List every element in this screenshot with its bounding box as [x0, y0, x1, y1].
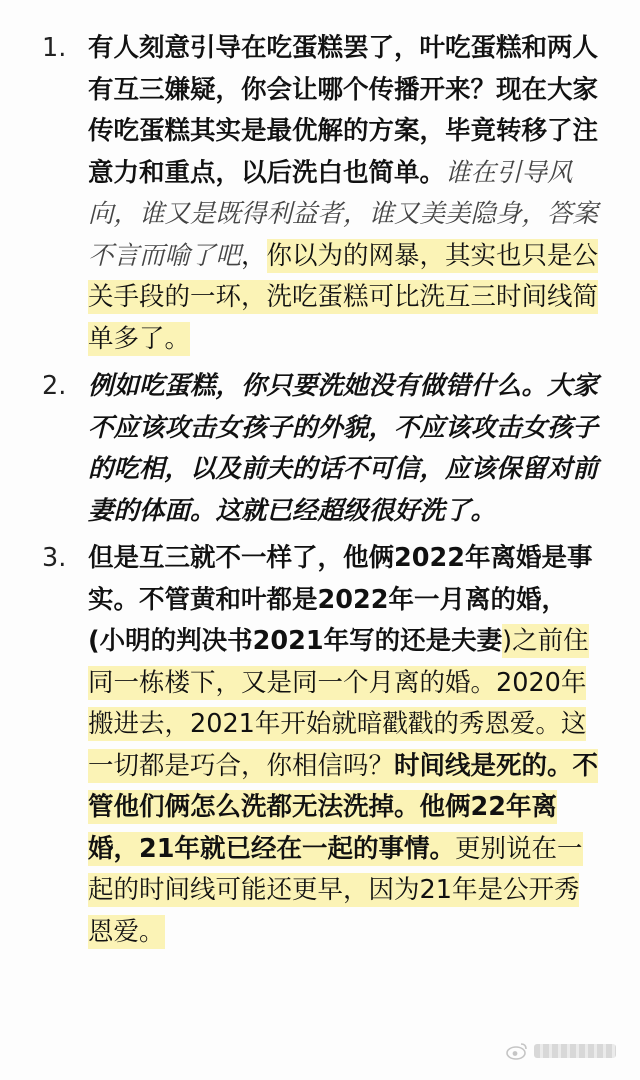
weibo-logo-icon — [506, 1042, 528, 1060]
item-text-highlighted: )之前住同一栋楼下，又是同一个月离的婚。2020年搬进去，2021年开始就暗戳戳的秀恩爱。这一切都是巧合，你相信吗？ — [88, 626, 589, 781]
list-item — [42, 28, 602, 360]
weibo-watermark — [506, 1042, 616, 1060]
list-item — [42, 538, 602, 953]
item-text-bold-italic: 例如吃蛋糕，你只要洗她没有做错什么。大家不应该攻击女孩子的外貌，不应该攻击女孩子的吃相，以及前夫的话不可信，应该保留对前妻的体面。这就已经超级很好洗了。 — [88, 371, 599, 526]
item-text-plain: ， — [241, 240, 267, 271]
numbered-list — [42, 28, 602, 959]
item-number: 2. — [42, 371, 67, 401]
list-item — [42, 366, 602, 532]
watermark-blurred-text — [534, 1044, 616, 1058]
item-text-highlighted-bold: 时间线是死的。不管他们俩怎么洗都无法洗掉。他俩22年离婚，21年就已经在一起的事情。 — [88, 750, 599, 864]
item-text-italic: 谁在引导风向，谁又是既得利益者，谁又美美隐身，答案不言而喻了吧 — [88, 157, 599, 271]
item-number: 3. — [42, 543, 67, 573]
item-text-bold: 有人刻意引导在吃蛋糕罢了，叶吃蛋糕和两人有互三嫌疑，你会让哪个传播开来？现在大家传吃蛋糕其实是最优解的方案，毕竟转移了注意力和重点，以后洗白也简单。 — [88, 33, 599, 188]
item-text-bold: 但是互三就不一样了，他俩2022年离婚是事实。不管黄和叶都是2022年一月离的婚， — [88, 543, 593, 615]
item-number: 1. — [42, 33, 67, 63]
item-text-highlighted: 你以为的网暴，其实也只是公关手段的一环，洗吃蛋糕可比洗互三时间线简单多了。 — [88, 240, 599, 354]
item-text-highlighted: 更别说在一起的时间线可能还更早，因为21年是公开秀恩爱。 — [88, 833, 583, 947]
item-text-bold: (小明的判决书2021年写的还是夫妻 — [88, 626, 503, 656]
